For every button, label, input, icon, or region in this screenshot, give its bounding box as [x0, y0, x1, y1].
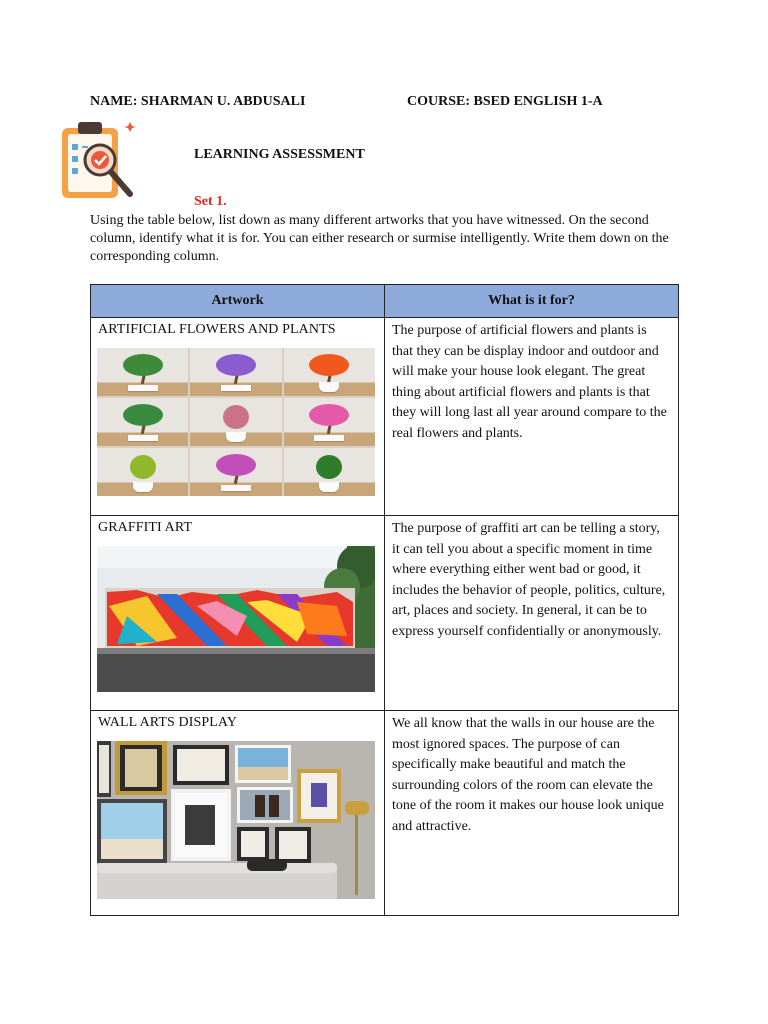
column-header-artwork: Artwork	[91, 285, 385, 318]
column-header-purpose: What is it for?	[385, 285, 679, 318]
clipboard-magnifier-icon	[58, 118, 138, 202]
graffiti-art-image	[97, 546, 375, 692]
student-name: NAME: SHARMAN U. ABDUSALI	[90, 94, 306, 109]
artwork-cell	[91, 711, 385, 916]
artwork-cell	[91, 318, 385, 516]
artwork-name: WALL ARTS DISPLAY	[98, 715, 238, 730]
purpose-cell	[385, 711, 679, 916]
purpose-cell	[385, 318, 679, 516]
table-row	[91, 318, 679, 516]
wall-arts-image	[97, 741, 375, 899]
purpose-text: The purpose of graffiti art can be telling a story, it can tell you about a specific moment in time where everything either went bad or good, it includes the behavior of people, politics, culture, art, places and society. In general, it can be to express yourself confidentially or anonymously.	[392, 521, 666, 639]
purpose-text: We all know that the walls in our house are the most ignored spaces. The purpose of can specifically make beautiful and match the surrounding colors of the room can elevate the tone of the room it makes our house look unique and attractive.	[392, 716, 664, 834]
artwork-name: GRAFFITI ART	[98, 520, 193, 535]
course-label: COURSE: BSED ENGLISH 1-A	[407, 94, 603, 109]
table-row	[91, 711, 679, 916]
table-header-row	[91, 285, 679, 318]
purpose-cell	[385, 516, 679, 711]
artificial-flowers-image	[97, 348, 375, 496]
table-row	[91, 516, 679, 711]
instructions: Using the table below, list down as many different artworks that you have witnessed. On the second column, identify what it is for. You can either research or surmise intelligently. Write them down on the corresponding column.	[90, 213, 669, 264]
artwork-name: ARTIFICIAL FLOWERS AND PLANTS	[98, 322, 336, 337]
set-label: Set 1.	[194, 194, 227, 209]
artwork-cell	[91, 516, 385, 711]
page-title: LEARNING ASSESSMENT	[194, 147, 365, 162]
purpose-text: The purpose of artificial flowers and plants is that they can be display indoor and outdoor and will make your house look elegant. The great thing about artificial flowers and plants is that they will long last all year around compare to the real flowers and plants.	[392, 323, 667, 441]
assessment-table	[90, 284, 679, 916]
